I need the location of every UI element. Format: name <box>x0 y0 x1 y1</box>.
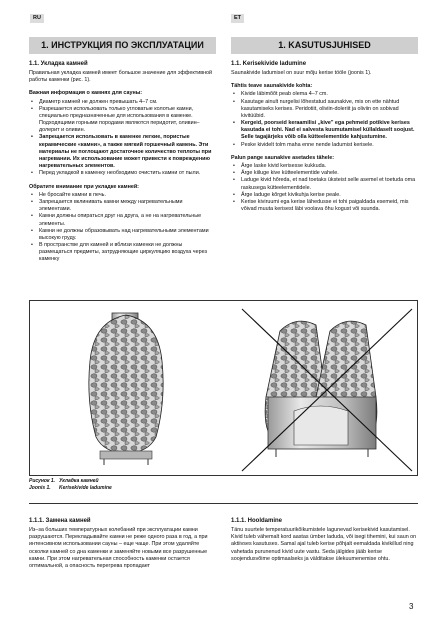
figure-stone-placement <box>29 300 418 476</box>
attention-title-et: Palun pange saunakive asetades tähele: <box>231 154 335 161</box>
list-item: • Peske kividelt tolm maha enne nende ladumist kerisele. <box>231 142 418 149</box>
intro-text-ru: Правильная укладка камней имеет большое значение для эффективной работы каменки (рис. 1). <box>29 69 213 84</box>
subsection-title-et: 1.1. Kerisekivide ladumine <box>231 61 307 67</box>
maintenance-text-et: Tänu suurtele temperatuurikõikumistele lagunevad kerisekivid kasutamisel. Kivid tuleb vähemalt kord aastas ümber laduda, või isegi tihemini, kui saun on aktiivses kasutuses. Samal ajal tuleb kerise põhjalt eemaldada kivikillud ning vahetada purunenud kivid uute vastu. Seda jälgides jääb kerise soojendusvõime optimaalseks ja välditakse ülekuumenemise ohtu. <box>231 526 417 562</box>
stove-incorrect <box>242 309 412 471</box>
divider-line <box>29 503 418 504</box>
list-item: • Kasutage ainult nurgelisi lõhestatud saunakivе, mis on ette nähtud kasutamiseks kerises. Peridotiit, oliviin-doleriit ja oliviin on sobivad kivitüübid. <box>231 99 418 121</box>
section-header-et: 1. KASUTUSJUHISED <box>231 37 418 54</box>
list-item: • Kergeid, poorseid keraamilisi „kive" ega pehmeid potikive kerises kasutada ei tohi. Nad ei salvesta kuumutamisel küllaldaselt soojust. Selle tagajärjeks võib olla kütteelementide kahjustumine. <box>231 120 418 142</box>
maintenance-ru <box>29 518 216 571</box>
list-item: • Запрещается использовать в каменке легкие, пористые керамические «камни», а также мягкий горшечный камень. Эти материалы не поглощают достаточное количество теплоты при нагревании. Их использование может привести к повреждению нагревательных элементов. <box>29 134 216 170</box>
maintenance-title-et: 1.1.1. Hooldamine <box>231 518 283 524</box>
caption-label-et: Joonis 1. <box>29 484 51 491</box>
list-item: • Перед укладкой в каменку необходимо очистить камни от пыли. <box>29 170 216 177</box>
intro-text-et: Saunakivide ladumisel on suur mõju kerise tööle (joonis 1). <box>231 69 372 76</box>
list-item: • Не бросайте камни в печь. <box>29 192 216 199</box>
list-item: • Kerise kiviruumi ega kerise lähedusse ei tohi paigaldada esemeid, mis võivad muuta kerisest läbi voolava õhu kogust või suunda. <box>231 199 418 213</box>
list-item: • Kivide läbimõõt peab olema 4–7 cm. <box>231 91 418 98</box>
attention-list-et <box>231 163 418 213</box>
page-number: 3 <box>409 602 414 611</box>
column-ru <box>29 61 216 264</box>
list-item: • Диаметр камней не должен превышать 4–7 см. <box>29 99 216 106</box>
list-item: • Камни должны опираться друг на друга, а не на нагревательные элементы. <box>29 213 216 227</box>
maintenance-et <box>231 518 418 564</box>
list-item: • Камни не должны образовывать над нагревательными элементами высокую груду. <box>29 228 216 242</box>
stove-illustration <box>30 301 419 477</box>
section-header-ru: 1. ИНСТРУКЦИЯ ПО ЭКСПЛУАТАЦИИ <box>29 37 216 54</box>
subsection-title-ru: 1.1. Укладка камней <box>29 61 88 67</box>
important-title-et: Tähtis teave saunakivide kohta: <box>231 83 313 90</box>
list-item: • Ärge laske kivid kerisesse kukkuda. <box>231 163 418 170</box>
list-item: • Laduge kivid hõreda, et nad toetaks üksteist selle asemel et toetuda oma raskusega kütteelementidele. <box>231 177 418 191</box>
caption-text-ru: Укладка камней <box>59 478 99 484</box>
maintenance-text-ru: Из–за больших температурных колебаний при эксплуатации камни разрушаются. Перекладывайте камни не реже одного раза в год, а при интенсивном использовании сауны – еще чаще. При этом удаляйте осколки камней со дна каменки и заменяйте новыми все разрушенные камни. При этом нагревательная способность каменки остается оптимальной, а опасность перегрева пропадает <box>29 526 208 569</box>
important-title-ru: Важная информация о камнях для сауны: <box>29 90 143 97</box>
list-item: • Запрещается вклинивать камни между нагревательными элементами. <box>29 199 216 213</box>
attention-title-ru: Обратите внимание при укладке камней: <box>29 183 139 190</box>
figure-caption <box>29 478 229 491</box>
maintenance-title-ru: 1.1.1. Замена камней <box>29 518 91 524</box>
caption-text-et: Kerisekivide ladumine <box>59 484 112 491</box>
caption-label-ru: Рисунок 1. <box>29 478 56 484</box>
list-item: • В пространстве для камней и вблизи каменки не должны размещаться предметы, затрудняющие циркуляцию воздуха через каменку <box>29 242 216 264</box>
language-tab-et: ET <box>231 14 244 23</box>
column-et <box>231 61 418 213</box>
attention-list-ru <box>29 192 216 264</box>
important-list-ru <box>29 99 216 178</box>
language-tab-ru: RU <box>30 14 44 23</box>
list-item: • Ärge kiiluge kive kütteelementide vahele. <box>231 170 418 177</box>
list-item: • Ärge laduge kõrget kivikuhja kerise peale. <box>231 192 418 199</box>
important-list-et <box>231 91 418 149</box>
stove-correct <box>89 313 163 465</box>
list-item: • Разрешается использовать только угловатые колотые камни, специально предназначенные для использования в каменке. Подходящими горными породами являются перидотит, оливин–долерит и оливин. <box>29 106 216 135</box>
